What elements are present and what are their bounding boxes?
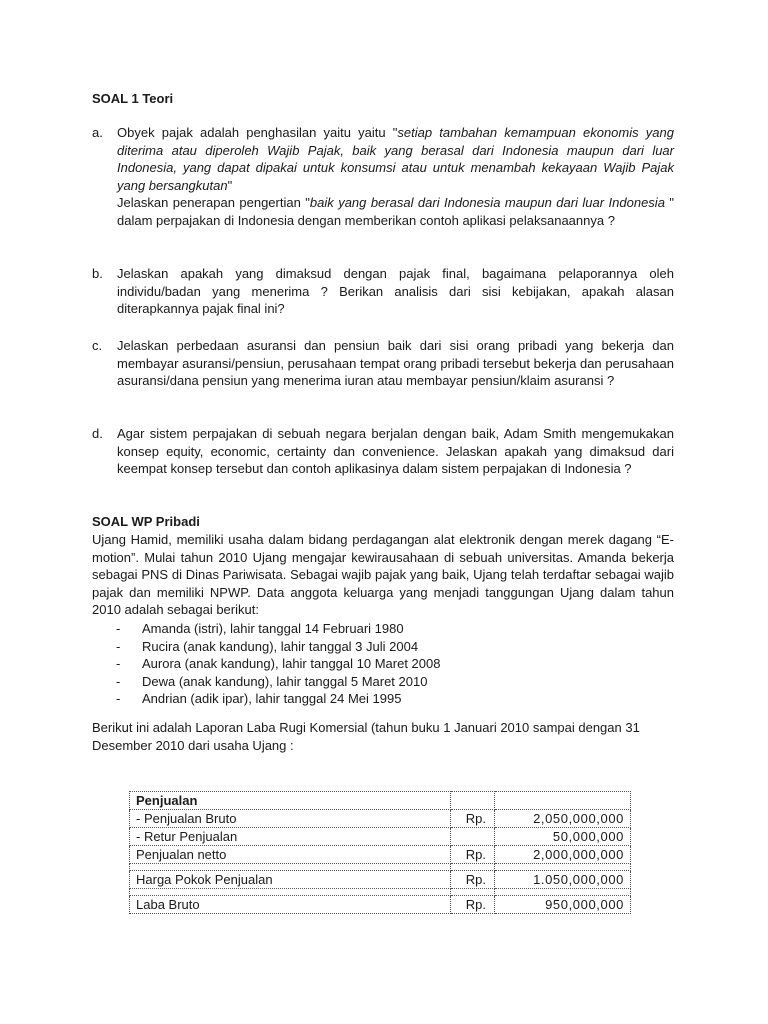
question-a <box>92 124 674 230</box>
dash-bullet: - <box>116 638 121 654</box>
question-marker: d. <box>92 426 103 441</box>
question-b <box>92 265 674 318</box>
table-row <box>130 871 631 889</box>
question-c <box>92 337 674 390</box>
row-amount: 950,000,000 <box>495 896 631 914</box>
section-title-wp-pribadi: SOAL WP Pribadi <box>92 514 200 529</box>
dash-bullet: - <box>116 691 121 707</box>
row-label: - Penjualan Bruto <box>130 810 451 828</box>
row-amount <box>495 792 631 810</box>
question-marker: a. <box>92 125 103 140</box>
table-row <box>130 846 631 864</box>
quote-mark: " <box>227 177 233 193</box>
row-currency: Rp. <box>451 896 495 914</box>
row-amount: 2,000,000,000 <box>495 846 631 864</box>
row-currency: Rp. <box>451 871 495 889</box>
question-d-text: Agar sistem perpajakan di sebuah negara berjalan dengan baik, Adam Smith mengemukakan konsep equity, economic, certainty dan convenience. Jelaskan apakah yang dimaksud dari keempat konsep tersebut dan contoh aplikasinya dalam sistem perpajakan di Indonesia ? <box>117 426 674 477</box>
dependent-item <box>92 673 674 691</box>
table-row <box>130 828 631 846</box>
dependent-text: Andrian (adik ipar), lahir tanggal 24 Mei 1995 <box>142 691 402 707</box>
section-title-soal-1: SOAL 1 Teori <box>92 91 174 106</box>
row-currency: Rp. <box>451 810 495 828</box>
dash-bullet: - <box>116 673 121 689</box>
row-label: Laba Bruto <box>130 896 451 914</box>
table-row <box>130 896 631 914</box>
income-statement-table <box>129 791 631 914</box>
table-spacer-row <box>130 864 631 871</box>
question-a-text-3: " dalam perpajakan di Indonesia dengan memberikan contoh aplikasi pelaksanaannya ? <box>117 195 675 228</box>
question-a-quote: setiap tambahan kemampuan ekonomis yang diterima atau diperoleh Wajib Pajak, baik yang berasal dari Indonesia maupun dari luar Indonesia, yang dapat dipakai untuk konsumsi atau untuk menambah kekayaan Wajib Pajak yang bersangkutan <box>117 125 674 193</box>
dependent-item <box>92 620 674 638</box>
dash-bullet: - <box>116 621 121 636</box>
row-amount: 50,000,000 <box>495 828 631 846</box>
dependents-list <box>92 620 674 708</box>
row-label: Penjualan <box>130 792 451 810</box>
row-currency <box>451 792 495 810</box>
question-a-text: Obyek pajak adalah penghasilan yaitu yaitu " <box>117 125 398 140</box>
table-row <box>130 810 631 828</box>
dash-bullet: - <box>116 656 121 672</box>
row-amount: 1.050,000,000 <box>495 871 631 889</box>
row-label: - Retur Penjualan <box>130 828 451 846</box>
report-intro: Berikut ini adalah Laporan Laba Rugi Komersial (tahun buku 1 Januari 2010 sampai dengan 31 Desember 2010 dari usaha Ujang : <box>92 720 640 753</box>
row-amount: 2,050,000,000 <box>495 810 631 828</box>
table-spacer-row <box>130 889 631 896</box>
table-row <box>130 792 631 810</box>
question-b-text: Jelaskan apakah yang dimaksud dengan pajak final, bagaimana pelaporannya oleh individu/badan yang menerima ? Berikan analisis dari sisi kebijakan, apakah alasan diterapkannya pajak final ini? <box>117 266 674 317</box>
dependent-item <box>92 655 674 673</box>
dependent-text: Dewa (anak kandung), lahir tanggal 5 Maret 2010 <box>142 673 428 689</box>
question-d <box>92 425 674 478</box>
dependent-text: Aurora (anak kandung), lahir tanggal 10 Maret 2008 <box>142 656 441 672</box>
dependent-text: Rucira (anak kandung), lahir tanggal 3 Juli 2004 <box>142 638 419 654</box>
question-a-paragraph-1 <box>117 124 674 194</box>
question-a-paragraph-2 <box>117 194 674 229</box>
row-currency <box>451 828 495 846</box>
case-intro: Ujang Hamid, memiliki usaha dalam bidang perdagangan alat elektronik dengan merek dagang “E-motion”. Mulai tahun 2010 Ujang mengajar kewirausahaan di sebuah universitas. Amanda bekerja sebagai PNS di Dinas Pariwisata. Sebagai wajib pajak yang baik, Ujang telah terdaftar sebagai wajib pajak dan memiliki NPWP. Data anggota keluarga yang menjadi tanggungan Ujang dalam tahun 2010 adalah sebagai berikut: <box>92 532 674 618</box>
question-marker: b. <box>92 266 103 281</box>
dependent-item <box>92 638 674 656</box>
question-marker: c. <box>92 338 103 353</box>
question-a-text-2: Jelaskan penerapan pengertian " <box>117 195 310 211</box>
dependent-item <box>92 690 674 708</box>
row-label: Penjualan netto <box>130 846 451 864</box>
dependent-text: Amanda (istri), lahir tanggal 14 Februari 1980 <box>142 621 404 636</box>
row-currency: Rp. <box>451 846 495 864</box>
row-label: Harga Pokok Penjualan <box>130 871 451 889</box>
question-c-text: Jelaskan perbedaan asuransi dan pensiun baik dari sisi orang pribadi yang bekerja dan membayar asuransi/pensiun, perusahaan tempat orang pribadi tersebut bekerja dan perusahaan asuransi/dana pensiun yang menerima iuran atau membayar pensiun/klaim asuransi ? <box>117 338 674 389</box>
question-a-quote-2: baik yang berasal dari Indonesia maupun dari luar Indonesia <box>309 195 665 211</box>
